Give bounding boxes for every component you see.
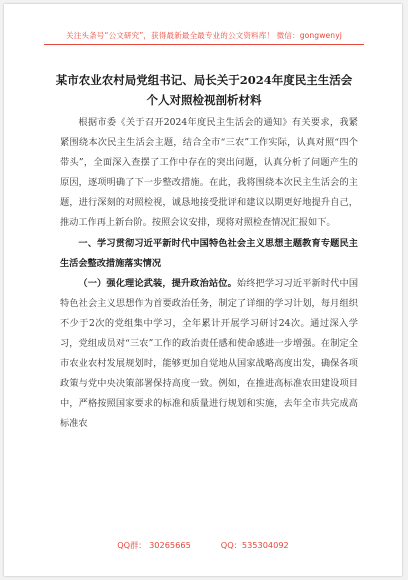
- footer-qq: QQ：535304092: [220, 540, 289, 550]
- subsection-heading: （一）强化理论武装，提升政治站位。: [78, 277, 237, 289]
- section-heading: 一、学习贯彻习近平新时代中国特色社会主义思想主题教育专题民主生活会整改措施落实情况: [60, 237, 358, 269]
- intro-paragraph: 根据市委《关于召开2024年度民主生活会的通知》有关要求，我紧紧围绕本次民主生活会主题，结合全市“三农”工作实际，认真对照“四个带头”，全面深入查摆了工作中存在的突出问题，认真分析了问题产生的原因，逐项明确了下一步整改措施。在此，我将围绕本次民主生活会的主题，进行深刻的对照检视，诚恳地接受批评和建议以期更好地提升自己，推动工作再上新台阶。按照会议安排，现将对照检查情况汇报如下。: [60, 117, 358, 229]
- footer-qq-group: QQ群： 30265665: [117, 540, 191, 550]
- subsection-text: 始终把学习习近平新时代中国特色社会主义思想作为首要政治任务，制定了详细的学习计划，每月组织不少于2次的党组集中学习，全年累计开展学习研讨24次。通过深入学习，党组成员对“三农”工作的政治责任感和使命感进一步增强。在制定全市农业农村发展规划时，能够更加自觉地从国家战略高度出发，确保各项政策与党中央决策部署保持高度一致。例如，在推进高标准农田建设项目中，严格按照国家要求的标准和质量进行规划和实施，去年全市共完成高标准农: [60, 277, 359, 430]
- document-title: 某市农业农村局党组书记、局长关于2024年度民主生活会: [55, 73, 353, 87]
- header-banner: 关注头条号“公文研究”，获得最新最全最专业的公文资料库！ 微信：gongwenyj: [66, 31, 342, 40]
- document-page: [4, 4, 402, 576]
- footer-contact: [4, 540, 402, 551]
- document-body: [60, 113, 358, 435]
- subsection-paragraph: [60, 274, 358, 435]
- header-divider: [44, 44, 364, 45]
- document-subtitle: 个人对照检视剖析材料: [146, 93, 262, 107]
